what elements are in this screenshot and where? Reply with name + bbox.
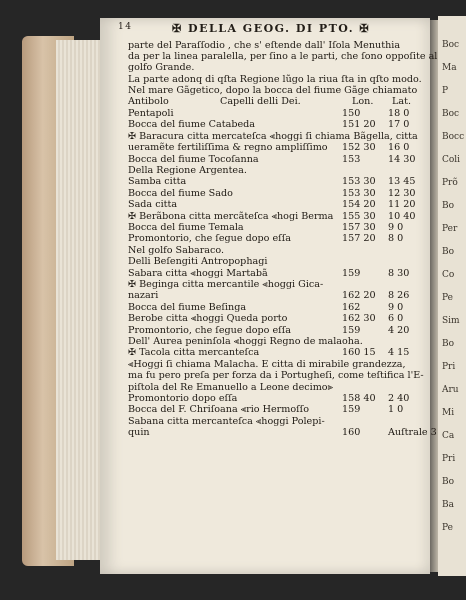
place-name: nazari — [128, 290, 159, 301]
place-name: Promontorio, che ſegue dopo eſſa — [128, 233, 291, 244]
place-name: quin — [128, 427, 150, 438]
place-name: ✠ Beginga citta mercantile ⫷hoggi Gica- — [128, 279, 324, 290]
latitude: 13 45 — [388, 176, 416, 187]
intro-line: da per la linea paralella, per ſino a le parti, che ſono oppoſite al — [128, 51, 438, 62]
place-name: Berobe citta ⫷hoggi Queda porto — [128, 313, 288, 324]
page-edges — [56, 40, 102, 560]
longitude: 155 30 — [342, 211, 376, 222]
intro-line: parte del Paraſſodio , che s' eſtende dall' Iſola Menuthia — [128, 40, 401, 51]
place-name: ma fu pero preſa per forza da i Portugheſi, come teſtifica l'E- — [128, 370, 424, 381]
place-name: piſtola del Re Emanuello a Leone decimo⫸ — [128, 382, 333, 393]
right-page-fragment: Bo — [442, 247, 455, 257]
longitude: 159 — [342, 404, 361, 415]
latitude: 17 0 — [388, 119, 410, 130]
place-name: Dell' Aurea peninſola ⫷hoggi Regno de malaoha. — [128, 336, 363, 347]
longitude: 153 30 — [342, 188, 376, 199]
right-page — [438, 16, 466, 576]
place-name: Bocca del F. Chriſoana ⫷rio Hermoſſo — [128, 404, 309, 415]
intro-line: golfo Grande. — [128, 62, 195, 73]
latitude: 18 0 — [388, 108, 410, 119]
longitude: 153 30 — [342, 176, 376, 187]
place-name: Bocca del fiume Tocoſanna — [128, 154, 259, 165]
right-page-fragment: Bo — [442, 201, 455, 211]
longitude: 162 30 — [342, 313, 376, 324]
page-title: ✠ DELLA GEOG. DI PTO. ✠ — [172, 22, 371, 35]
longitude: 160 15 — [342, 347, 376, 358]
place-name: Sabana citta mercanteſca ⫷hoggi Polepi- — [128, 416, 325, 427]
place-name: Samba citta — [128, 176, 187, 187]
latitude: 1 0 — [388, 404, 404, 415]
latitude: 8 30 — [388, 268, 410, 279]
column-lon: Lon. — [352, 96, 374, 107]
place-name: Bocca del fiume Beſinga — [128, 302, 247, 313]
longitude: 162 — [342, 302, 361, 313]
place-name: Bocca del fiume Catabeda — [128, 119, 255, 130]
right-page-fragment: Per — [442, 224, 458, 234]
place-name: Delli Beſengiti Antropophagi — [128, 256, 268, 267]
place-name: ✠ Baracura citta mercateſca ⫷hoggi ſi chiama Bãgella, citta — [128, 131, 418, 142]
latitude: 4 15 — [388, 347, 410, 358]
latitude: 8 0 — [388, 233, 404, 244]
latitude: 12 30 — [388, 188, 416, 199]
column-name: Antibolo — [128, 96, 169, 107]
longitude: 162 20 — [342, 290, 376, 301]
latitude: 11 20 — [388, 199, 416, 210]
intro-line: La parte adonq di qſta Regione lũgo la riua ſta in qſto modo. — [128, 74, 422, 85]
latitude: 6 0 — [388, 313, 404, 324]
latitude: 2 40 — [388, 393, 410, 404]
running-header — [118, 22, 418, 36]
longitude: 159 — [342, 325, 361, 336]
latitude: 14 30 — [388, 154, 416, 165]
right-page-fragment: Ma — [442, 63, 457, 73]
place-name: Bocca del fiume Temala — [128, 222, 244, 233]
place-name: Bocca del fiume Sado — [128, 188, 233, 199]
right-page-fragment: Bo — [442, 477, 455, 487]
page-number: 14 — [118, 22, 133, 32]
right-page-fragment: Pri — [442, 454, 456, 464]
book-gutter — [430, 20, 438, 572]
latitude: 8 26 — [388, 290, 410, 301]
place-name: ueramẽte fertiliſſima & regno ampliſſimo — [128, 142, 328, 153]
longitude: 157 20 — [342, 233, 376, 244]
intro-line: Nel mare Gãgetico, dopo la bocca del fiume Gãge chiamato — [128, 85, 418, 96]
column-subtitle: Capelli delli Dei. — [220, 96, 301, 107]
place-name: Promontorio dopo eſſa — [128, 393, 238, 404]
column-lat: Lat. — [392, 96, 411, 107]
place-name: Sabara citta ⫷hoggi Martabã — [128, 268, 268, 279]
place-name: ✠ Berãbona citta mercãteſca ⫷hogi Berma — [128, 211, 334, 222]
latitude: Auſtrale 3 — [388, 427, 437, 438]
longitude: 153 — [342, 154, 361, 165]
right-page-fragment: Aru — [442, 385, 459, 395]
latitude: 10 40 — [388, 211, 416, 222]
place-name: Nel golfo Sabaraco. — [128, 245, 225, 256]
right-page-fragment: Pe — [442, 523, 453, 533]
latitude: 16 0 — [388, 142, 410, 153]
place-name: Sada citta — [128, 199, 178, 210]
longitude: 152 30 — [342, 142, 376, 153]
longitude: 151 20 — [342, 119, 376, 130]
right-page-fragment: Bocc — [442, 132, 465, 142]
right-page-fragment: Bo — [442, 339, 455, 349]
place-name: Pentapoli — [128, 108, 174, 119]
right-page-fragment: Sim — [442, 316, 460, 326]
right-page-fragment: Co — [442, 270, 455, 280]
latitude: 9 0 — [388, 222, 404, 233]
right-page-fragment: P — [442, 86, 449, 96]
longitude: 150 — [342, 108, 361, 119]
place-name: ⫷Hoggi ſi chiama Malacha. E citta di mirabile grandezza, — [128, 359, 406, 370]
right-page-fragment: Boc — [442, 109, 460, 119]
right-page-fragment: Boc — [442, 40, 460, 50]
right-page-fragment: Ba — [442, 500, 454, 510]
latitude: 4 20 — [388, 325, 410, 336]
longitude: 160 — [342, 427, 361, 438]
longitude: 154 20 — [342, 199, 376, 210]
longitude: 159 — [342, 268, 361, 279]
longitude: 157 30 — [342, 222, 376, 233]
place-name: Promontorio, che ſegue dopo eſſa — [128, 325, 291, 336]
place-name: Della Regione Argentea. — [128, 165, 247, 176]
right-page-fragment: Pri — [442, 362, 456, 372]
right-page-fragment: Pe — [442, 293, 453, 303]
right-page-fragment: Prõ — [442, 178, 458, 188]
right-page-fragment: Coli — [442, 155, 461, 165]
right-page-fragment: Ca — [442, 431, 455, 441]
place-name: ✠ Tacola citta mercanteſca — [128, 347, 260, 358]
longitude: 158 40 — [342, 393, 376, 404]
latitude: 9 0 — [388, 302, 404, 313]
right-page-fragment: Mi — [442, 408, 455, 418]
